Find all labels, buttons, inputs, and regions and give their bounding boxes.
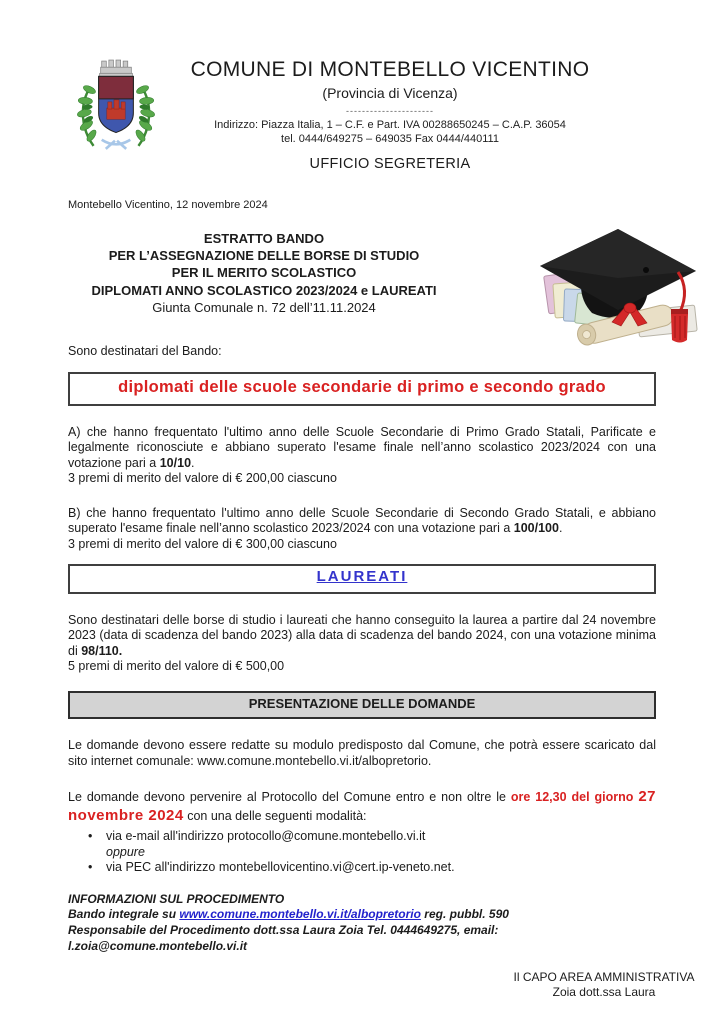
recipients-intro: Sono destinatari del Bando: [68, 343, 222, 358]
procedure-responsible-line: Responsabile del Procedimento dott.ssa Laura Zoia Tel. 0444649275, email: l.zoia@comune.montebello.vi.it [68, 922, 499, 953]
recipients-highlight-box [68, 372, 656, 405]
laureati-prize: 5 premi di merito del valore di € 500,00 [68, 659, 285, 674]
laureati-paragraph [68, 613, 656, 660]
deadline-outro-text: con una delle seguenti modalità: [183, 808, 367, 823]
title-line-2: PER L’ASSEGNAZIONE DELLE BORSE DI STUDIO [108, 248, 420, 264]
presentation-paragraph-2 [68, 788, 656, 825]
section-b-text: B) che hanno frequentato l'ultimo anno delle Scuole Secondarie di Secondo Grado Statali, e abbiano superato l'esame finale nell’anno scolastico 2023/2024 con una votazione pari a [68, 505, 656, 536]
office-name: UFFICIO SEGRETERIA [309, 155, 471, 172]
deadline-time: ore 12,30 del giorno [510, 790, 639, 805]
section-b-paragraph [68, 506, 656, 537]
phone-line: tel. 0444/649275 – 649035 Fax 0444/440111 [281, 133, 499, 146]
address-line: Indirizzo: Piazza Italia, 1 – C.F. e Part. IVA 00288650245 – C.A.P. 36054 [214, 118, 566, 131]
title-line-1: ESTRATTO BANDO [203, 231, 325, 247]
link-line-suffix: reg. pubbl. 590 [420, 907, 509, 922]
submission-method-pec: • via PEC all'indirizzo montebellovicentino.vi@cert.ip-veneto.net. [68, 860, 656, 876]
presentation-section-title: PRESENTAZIONE DELLE DOMANDE [248, 695, 476, 711]
ribbon [102, 140, 131, 149]
title-resolution-line: Giunta Comunale n. 72 dell’11.11.2024 [152, 299, 376, 315]
section-b-prize: 3 premi di merito del valore di € 300,00 ciascuno [68, 536, 337, 551]
castle [107, 100, 125, 119]
signature-role: Il CAPO AREA AMMINISTRATIVA [513, 970, 695, 985]
section-a-prize: 3 premi di merito del valore di € 200,00 ciascuno [68, 471, 337, 486]
deadline-date: 27 novembre 2024 [68, 788, 656, 824]
graduation-cap-money-diploma-icon [530, 216, 702, 346]
section-a-grade: 10/10 [159, 455, 192, 470]
presentation-paragraph-1: Le domande devono essere redatte su modulo predisposto dal Comune, che potrà essere scaricato dal sito internet comunale: www.comune.montebello.vi.it/albopretorio. [68, 738, 656, 768]
presentation-section-box [68, 691, 656, 719]
laureati-grade: 98/110. [81, 643, 123, 658]
laureati-section-title: LAUREATI [316, 568, 408, 586]
header-separator: ---------------------- [346, 106, 434, 117]
link-line-prefix: Bando integrale su [68, 907, 180, 922]
title-line-3: PER IL MERITO SCOLASTICO [171, 265, 357, 281]
municipal-coat-of-arms-icon [74, 58, 158, 154]
mural-crown [100, 60, 133, 77]
albopretorio-link[interactable]: www.comune.montebello.vi.it/albopretorio [179, 907, 421, 922]
procedure-info-link-line [68, 907, 656, 923]
section-a-text: A) che hanno frequentato l'ultimo anno delle Scuole Secondarie di Primo Grado Statali, Parificate e legalmente riconosciute e abbiano superato l'esame finale nell’anno scolastico 2023/2024 con una votazione pari a [68, 424, 656, 470]
document-header [0, 0, 724, 173]
document-title [68, 230, 460, 316]
title-line-4: DIPLOMATI ANNO SCOLASTICO 2023/2024 e LAUREATI [91, 282, 437, 298]
recipients-highlight-text: diplomati delle scuole secondarie di primo e secondo grado [118, 378, 606, 397]
laureati-section-box [68, 564, 656, 594]
municipality-name: COMUNE DI MONTEBELLO VICENTINO [190, 58, 590, 81]
section-a-paragraph [68, 425, 656, 472]
submission-method-or: oppure [106, 844, 145, 859]
province-line: (Provincia di Vicenza) [322, 85, 458, 102]
submission-method-email: • via e-mail all'indirizzo protocollo@comune.montebello.vi.it [68, 829, 656, 845]
procedure-info-section [68, 892, 656, 954]
section-b-period: . [558, 521, 563, 536]
signature-block [456, 970, 724, 1000]
procedure-info-heading: INFORMAZIONI SUL PROCEDIMENTO [68, 891, 285, 906]
place-date-line: Montebello Vicentino, 12 novembre 2024 [68, 198, 268, 211]
submission-methods-list [68, 829, 656, 876]
deadline-intro-text: Le domande devono pervenire al Protocollo del Comune entro e non oltre le [68, 790, 511, 805]
section-a-period: . [191, 455, 195, 470]
laureati-text: Sono destinatari delle borse di studio i laureati che hanno conseguito la laurea a partire dal 24 novembre 2023 (data di scadenza del bando 2023) alla data di scadenza del bando 2024, con una votazione minima di [68, 612, 656, 658]
section-b-grade: 100/100 [513, 521, 559, 536]
signature-name: Zoia dott.ssa Laura [552, 985, 656, 1000]
